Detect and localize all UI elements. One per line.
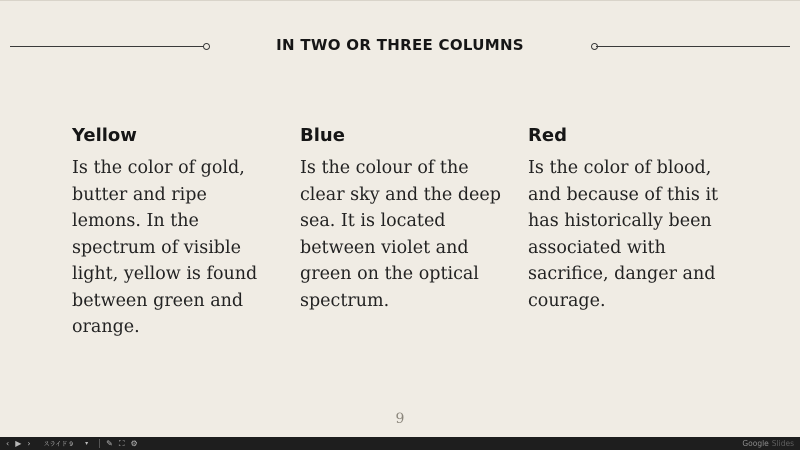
- title-rule-right: [596, 46, 790, 47]
- column-yellow: [72, 123, 277, 341]
- slide-title: IN TWO OR THREE COLUMNS: [276, 36, 524, 54]
- presentation-control-bar: [0, 437, 800, 450]
- column-heading: Red: [528, 125, 567, 146]
- column-red: [528, 123, 733, 314]
- chevron-down-icon: ▾: [85, 440, 89, 447]
- previous-slide-icon[interactable]: ‹: [6, 439, 10, 448]
- slide-selector-label: スライド 9: [43, 441, 74, 448]
- page-number: 9: [395, 411, 405, 427]
- column-heading: Yellow: [72, 125, 137, 146]
- column-body: Is the color of blood, and because of this it has historically been associated with sacrifice, danger and courage.: [528, 158, 719, 311]
- fullscreen-icon[interactable]: ⛶: [118, 438, 125, 448]
- brand-name: Google: [742, 439, 769, 448]
- brand-product: Slides: [771, 439, 794, 448]
- title-rule-left: [10, 46, 206, 47]
- next-slide-icon[interactable]: ›: [27, 439, 31, 448]
- play-icon[interactable]: ▶: [15, 439, 22, 448]
- pen-icon[interactable]: ✎: [106, 439, 113, 448]
- google-slides-logo: [742, 437, 794, 450]
- column-body: Is the colour of the clear sky and the deep sea. It is located between violet and green on the optical spectrum.: [300, 158, 501, 311]
- column-blue: [300, 123, 505, 314]
- column-heading: Blue: [300, 125, 345, 146]
- column-body: Is the color of gold, butter and ripe lemons. In the spectrum of visible light, yellow is found between green and orange.: [72, 158, 258, 337]
- slide-selector[interactable]: [41, 439, 92, 448]
- gear-icon[interactable]: ⚙: [130, 439, 138, 448]
- control-divider: [99, 439, 100, 448]
